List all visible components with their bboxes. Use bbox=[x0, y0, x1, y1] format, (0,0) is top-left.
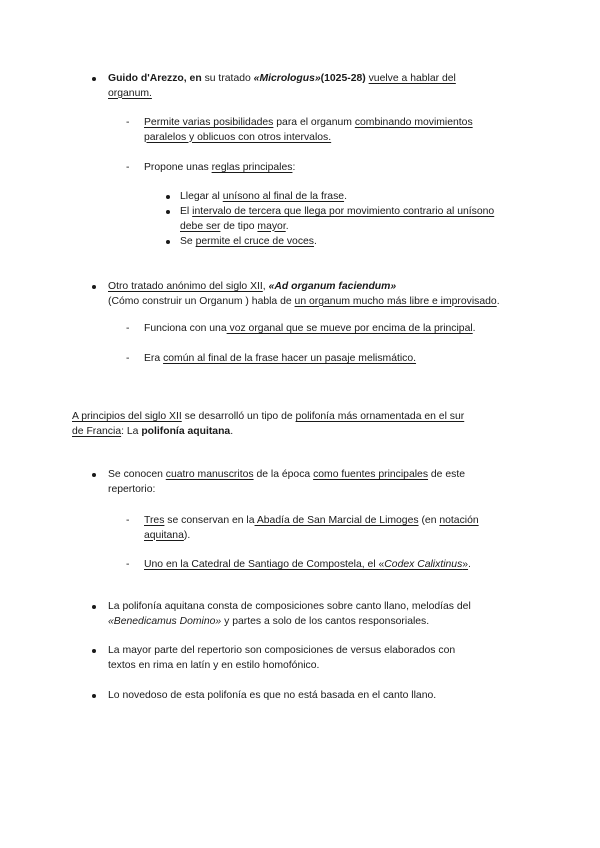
dash-marker: - bbox=[126, 353, 130, 364]
underlined-text: Uno en la Catedral de Santiago de Compostela, el « bbox=[144, 559, 385, 570]
text-span: La mayor parte del repertorio son composiciones de versus elaborados con bbox=[108, 645, 456, 656]
underlined-text: combinando movimientos bbox=[354, 117, 473, 128]
guido-name: Guido d'Arezzo, en bbox=[108, 73, 202, 84]
text-span: Propone unas bbox=[144, 162, 212, 173]
underlined-text: debe ser bbox=[180, 220, 221, 232]
text-span: , bbox=[262, 281, 269, 292]
text-span: de la época bbox=[253, 469, 314, 480]
text-span: Llegar al bbox=[180, 191, 223, 202]
text-span: Se conocen bbox=[108, 469, 166, 480]
underlined-text: Permite varias posibilidades bbox=[144, 117, 274, 128]
sub-item-permite bbox=[144, 116, 534, 145]
text-span: : La bbox=[121, 425, 142, 437]
underlined-text: mayor bbox=[257, 220, 286, 232]
text-span: de tipo bbox=[220, 220, 258, 232]
text-span: . bbox=[468, 559, 471, 570]
text-span: Lo novedoso de esta polifonía es que no está basada en el canto llano. bbox=[108, 690, 437, 701]
item-anonimo bbox=[108, 280, 548, 309]
underlined-text: notación bbox=[439, 515, 479, 526]
bullet-icon bbox=[92, 605, 96, 609]
underlined-text: común al final de la frase hacer un pasaje melismático. bbox=[163, 353, 417, 364]
underlined-text: organum. bbox=[108, 87, 152, 99]
bullet-icon bbox=[92, 77, 96, 81]
benedicamus-title: «Benedicamus Domino» bbox=[108, 615, 222, 627]
rule-3 bbox=[180, 235, 530, 250]
bullet-icon bbox=[92, 649, 96, 653]
item-guido bbox=[108, 72, 528, 101]
text-span: Se bbox=[180, 236, 196, 247]
underlined-text: aquitana bbox=[144, 529, 184, 541]
text-span: . bbox=[496, 295, 500, 307]
item-consta bbox=[108, 600, 528, 629]
underlined-text: de Francia bbox=[72, 425, 122, 437]
bullet-icon bbox=[92, 473, 96, 477]
text-span: su tratado bbox=[201, 73, 254, 84]
underlined-text: como fuentes principales bbox=[313, 469, 429, 480]
underlined-text: paralelos y oblicuos con otros intervalos. bbox=[144, 131, 332, 143]
dash-marker: - bbox=[126, 515, 130, 526]
bullet-icon bbox=[166, 240, 170, 244]
item-novedoso bbox=[108, 689, 528, 704]
text-span: Funciona con una bbox=[144, 323, 227, 334]
text-span: de este bbox=[428, 469, 465, 480]
text-span: El bbox=[180, 206, 193, 217]
text-span: Era bbox=[144, 353, 164, 364]
item-manuscritos bbox=[108, 468, 528, 497]
treatise-title: «Ad organum faciendum» bbox=[268, 281, 397, 292]
bullet-icon bbox=[92, 694, 96, 698]
codex-title: Codex Calixtinus bbox=[384, 559, 463, 570]
underlined-text: voz organal que se mueve por encima de la principal bbox=[226, 323, 473, 334]
underlined-text: intervalo de tercera que llega por movimiento contrario al unísono bbox=[192, 206, 495, 217]
rule-1 bbox=[180, 190, 530, 205]
text-span: . bbox=[314, 236, 317, 247]
underlined-text: Otro tratado anónimo del siglo XII bbox=[108, 281, 263, 292]
underlined-text: cuatro manuscritos bbox=[165, 469, 254, 480]
underlined-text: vuelve a hablar del bbox=[368, 73, 456, 84]
bullet-icon bbox=[92, 285, 96, 289]
bold-term: polifonía aquitana bbox=[141, 425, 231, 437]
underlined-text: polifonía más ornamentada en el sur bbox=[295, 411, 465, 422]
text-span: ). bbox=[183, 529, 191, 541]
bullet-icon bbox=[166, 195, 170, 199]
text-span: : bbox=[292, 162, 296, 173]
rule-2 bbox=[180, 205, 530, 234]
sub-item-funciona bbox=[144, 322, 544, 337]
underlined-text: Tres bbox=[144, 515, 165, 526]
paragraph-aquitana bbox=[72, 410, 522, 439]
sub-item-era bbox=[144, 352, 544, 367]
text-span: para el organum bbox=[273, 117, 355, 128]
sub-item-propone bbox=[144, 161, 534, 176]
dash-marker: - bbox=[126, 117, 130, 128]
text-span: . bbox=[344, 191, 347, 202]
text-span: textos en rima en latín y en estilo homofónico. bbox=[108, 659, 320, 671]
text-span: y partes a solo de los cantos responsoriales. bbox=[221, 615, 430, 627]
sub-item-uno bbox=[144, 558, 544, 573]
underlined-text: » bbox=[462, 559, 469, 570]
underlined-text: unísono al final de la frase bbox=[222, 191, 345, 202]
text-span: se desarrolló un tipo de bbox=[181, 411, 296, 422]
text-span: se conservan en la bbox=[164, 515, 255, 526]
underlined-text: un organum mucho más libre e improvisado bbox=[294, 295, 497, 307]
text-span: (en bbox=[418, 515, 440, 526]
micrologus-title: «Micrologus» bbox=[253, 73, 321, 84]
underlined-text: permite el cruce de voces bbox=[195, 236, 315, 247]
underlined-text: Abadía de San Marcial de Limoges bbox=[254, 515, 419, 526]
dash-marker: - bbox=[126, 162, 130, 173]
text-span: . bbox=[472, 323, 476, 334]
dash-marker: - bbox=[126, 323, 130, 334]
item-mayor-parte bbox=[108, 644, 528, 673]
dates: (1025-28) bbox=[320, 73, 366, 84]
text-span: . bbox=[285, 220, 289, 232]
text-span: (Cómo construir un Organum ) habla de bbox=[108, 295, 295, 307]
text-span: repertorio: bbox=[108, 483, 156, 495]
underlined-text: reglas principales bbox=[211, 162, 293, 173]
text-span: . bbox=[230, 425, 234, 437]
text-span: La polifonía aquitana consta de composiciones sobre canto llano, melodías del bbox=[108, 601, 471, 612]
underlined-text: A principios del siglo XII bbox=[72, 411, 182, 422]
dash-marker: - bbox=[126, 559, 130, 570]
sub-item-tres bbox=[144, 514, 544, 543]
bullet-icon bbox=[166, 210, 170, 214]
